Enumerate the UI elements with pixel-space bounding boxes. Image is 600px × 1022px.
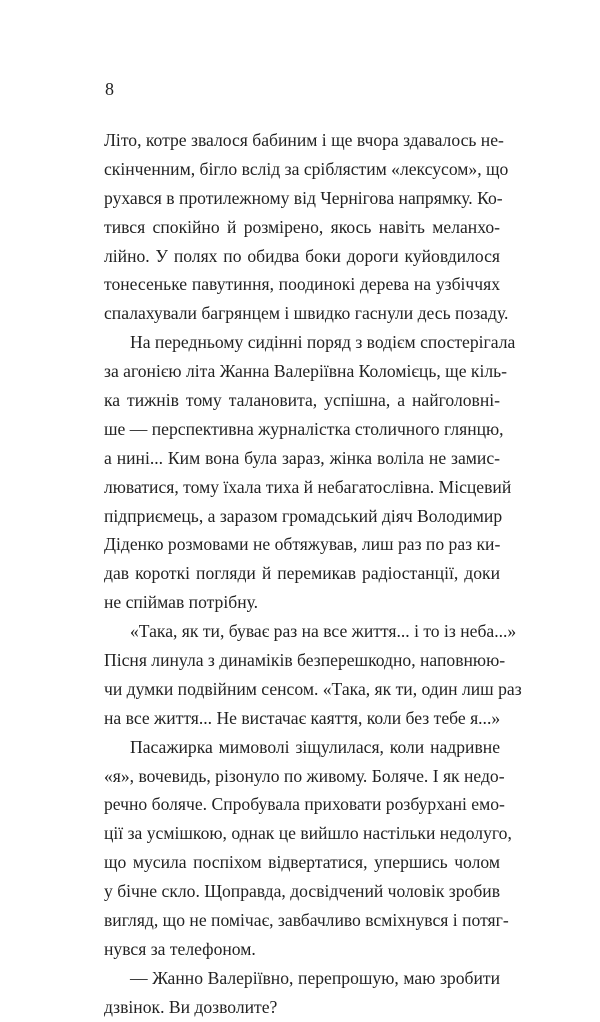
text-line: речно боляче. Спробувала приховати розбурхані емо-	[104, 794, 505, 815]
text-line: Пасажирка мимоволі зіщулилася, коли надривне	[130, 736, 500, 757]
text-line: за агонією літа Жанна Валеріївна Коломієць, ще кіль-	[104, 361, 508, 382]
text-line: вигляд, що не помічає, завбачливо всміхнувся і потяг-	[104, 910, 509, 931]
text-line: люватися, тому їхала тиха й небагатослівна. Місцевий	[104, 476, 512, 497]
text-line: рухався в протилежному від Чернігова напрямку. Ко-	[104, 187, 503, 208]
text-line: скінченним, бігло вслід за сріблястим «лексусом», що	[104, 158, 509, 179]
text-line: Пісня линула з динаміків безперешкодно, наповнюю-	[104, 650, 506, 671]
text-line: На передньому сидінні поряд з водієм спостерігала	[130, 332, 516, 353]
text-line: «я», вочевидь, різонуло по живому. Боляче. І як недо-	[104, 765, 505, 786]
text-line: не спіймав потрібну.	[104, 592, 259, 613]
text-line: Літо, котре звалося бабиним і ще вчора здавалось не-	[104, 130, 504, 150]
text-line: тонесеньке павутиння, поодинокі дерева на узбіччях	[104, 274, 500, 295]
page-number: 8	[105, 79, 114, 99]
text-line: дав короткі погляди й перемикав радіостанції, доки	[104, 563, 500, 584]
text-line: дзвінок. Ви дозволите?	[104, 996, 278, 1017]
text-line: у бічне скло. Щоправда, досвідчений чоловік зробив	[104, 881, 501, 902]
text-line: а нині... Ким вона була зараз, жінка воліла не замис-	[104, 447, 500, 468]
text-line: ше — перспективна журналістка столичного глянцю,	[104, 418, 504, 439]
text-line: що мусила поспіхом відвертатися, упершись чолом	[104, 852, 500, 873]
text-line: чи думки подвійним сенсом. «Така, як ти, один лиш раз	[104, 678, 522, 699]
body-text	[104, 126, 522, 1022]
text-line: підприємець, а заразом громадський діяч Володимир	[104, 505, 503, 526]
text-line: Діденко розмовами не обтяжував, лиш раз по раз ки-	[104, 534, 501, 555]
text-line: — Жанно Валеріївно, перепрошую, маю зробити	[130, 967, 500, 988]
text-line: ка тижнів тому талановита, успішна, а найголовні-	[104, 390, 500, 411]
text-line: тився спокійно й розмірено, якось навіть меланхо-	[104, 216, 500, 237]
text-line: ції за усмішкою, однак це вийшло настільки недолуго,	[104, 823, 512, 844]
text-line: на все життя... Не вистачає каяття, коли без тебе я...»	[104, 707, 501, 728]
text-line: лійно. У полях по обидва боки дороги куйовдилося	[104, 245, 500, 266]
text-line: нувся за телефоном.	[104, 938, 256, 959]
text-line: «Така, як ти, буває раз на все життя... і то із неба...»	[130, 621, 517, 642]
text-line: спалахували багрянцем і швидко гаснули десь позаду.	[104, 303, 509, 324]
